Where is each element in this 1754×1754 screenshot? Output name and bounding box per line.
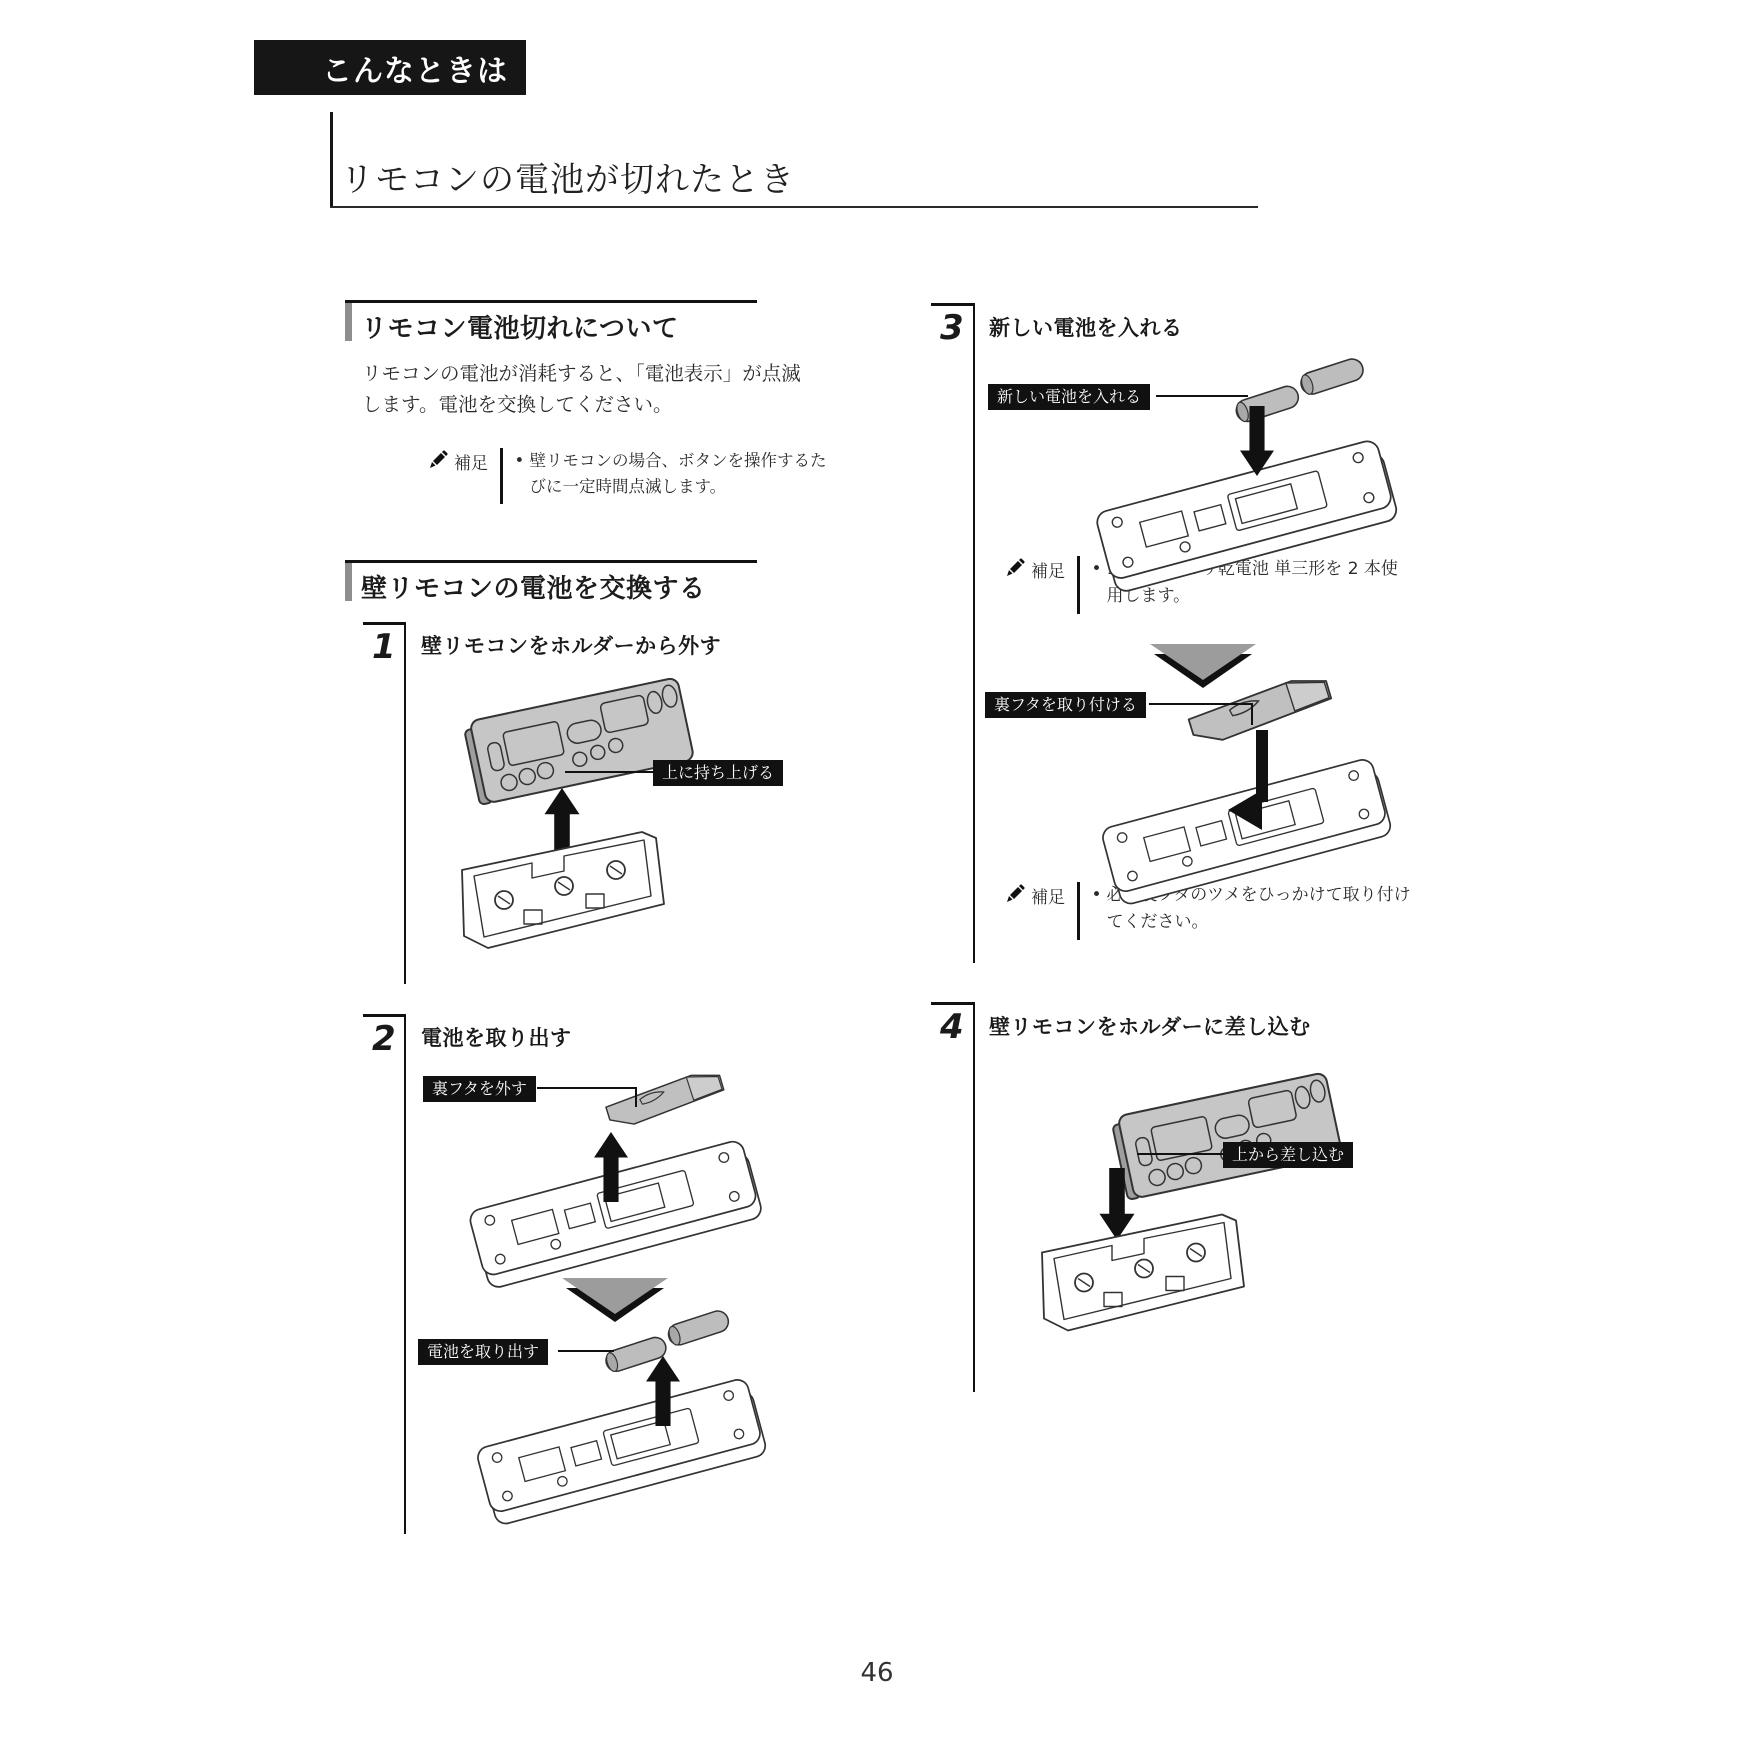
about-section-bar [345,303,352,341]
pencil-icon [1005,558,1025,578]
note-text: • 壁リモコンの場合、ボタンを操作するたびに一定時間点滅します。 [515,448,832,500]
step3-cover-connector [1149,703,1253,705]
step2-box [363,1014,406,1534]
step1-connector-line [565,771,655,773]
step4-callout: 上から差し込む [1223,1142,1353,1168]
step2-battery-callout: 電池を取り出す [418,1339,548,1365]
banner-label: こんなときは [322,53,508,89]
note-bullet: • [514,451,525,470]
about-section-rule [345,300,757,303]
replace-section-heading: 壁リモコンの電池を交換する [361,574,706,604]
step4-title: 壁リモコンをホルダーに差し込む [989,1015,1311,1039]
up-arrow-icon [594,1128,628,1206]
step4-box [931,1002,975,1392]
step2-number: 2 [372,1019,396,1059]
step2-battery-connector [558,1350,614,1352]
remote-front-illustration [1100,1060,1355,1212]
note-text: • 必ず裏フタのツメをひっかけて取り付けてください。 [1091,885,1411,932]
remote-back-illustration [448,1352,788,1532]
note-label: 補足 [1031,562,1065,582]
about-body-text: リモコンの電池が消耗すると、「電池表示」が点滅します。電池を交換してください。 [362,362,801,416]
section-banner [254,40,526,95]
step3-number: 3 [940,308,964,348]
step3-cover-callout: 裏フタを取り付ける [985,692,1146,718]
page-title: リモコンの電池が切れたとき [340,160,795,200]
note-label: 補足 [1031,888,1065,908]
step4-connector-line [1137,1153,1223,1155]
note-text: • 1.5V アルカリ乾電池 単三形を 2 本使用します。 [1091,559,1398,606]
step3-box [931,303,975,963]
up-arrow-icon [646,1352,680,1430]
down-arrow-icon [1240,402,1274,480]
step1-callout: 上に持ち上げる [653,760,783,786]
step3-cover-connector-drop [1251,703,1253,725]
pencil-icon [1005,884,1025,904]
step4-number: 4 [940,1007,964,1047]
note-divider [500,448,503,504]
page-number: 46 [860,1658,894,1688]
replace-section-rule [345,560,757,563]
step1-box [363,622,406,984]
step2-cover-callout: 裏フタを外す [423,1076,536,1102]
step3-battery-callout: 新しい電池を入れる [988,384,1150,410]
step3-battery-connector [1156,395,1248,397]
about-note [428,448,832,504]
step2-title: 電池を取り出す [421,1026,572,1050]
insert-arrow-icon [1222,730,1274,835]
about-section-heading: リモコン電池切れについて [361,314,679,344]
step2-cover-connector-drop [635,1087,637,1107]
step2-cover-connector [537,1087,637,1089]
step3-title: 新しい電池を入れる [989,316,1183,340]
step1-number: 1 [372,627,396,667]
wall-holder-illustration [446,818,681,953]
replace-section-bar [345,563,352,601]
note-label: 補足 [454,454,488,474]
wall-holder-illustration [1026,1198,1261,1338]
title-accent-bar [330,112,333,208]
step1-title: 壁リモコンをホルダーから外す [421,634,722,658]
pencil-icon [428,450,448,470]
title-rule [330,206,1258,208]
